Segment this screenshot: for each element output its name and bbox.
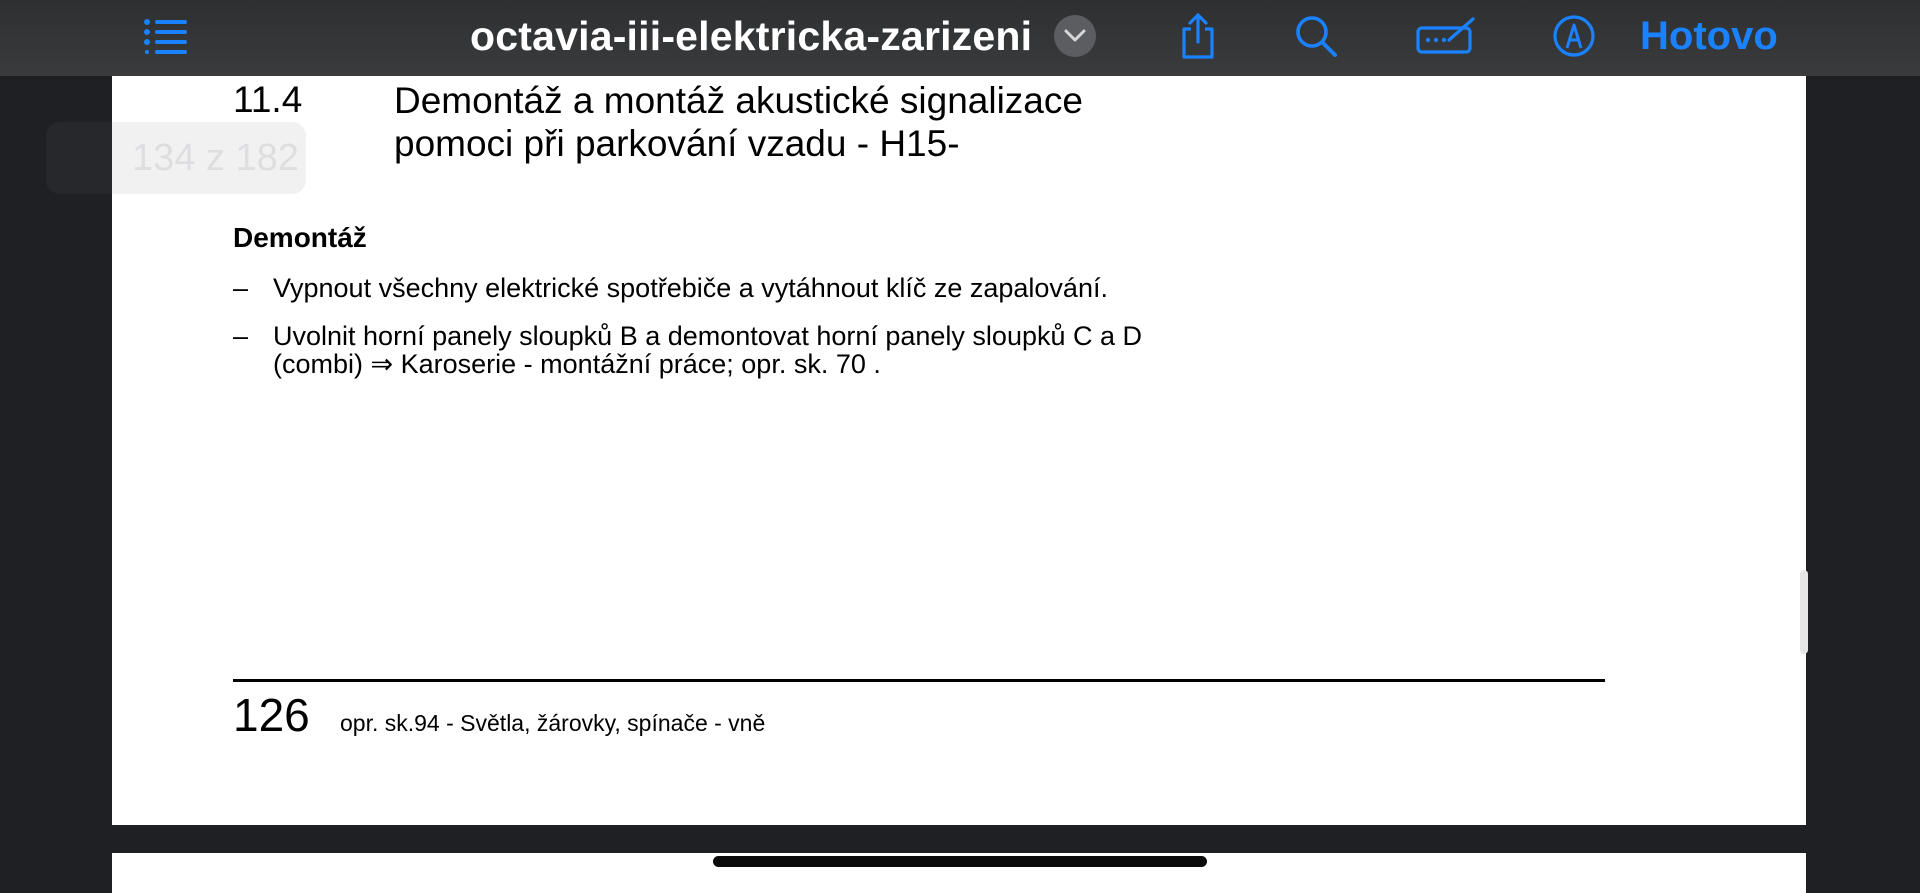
list-item [233,274,1193,302]
section-title: Demontáž a montáž akustické signalizace pomoci při parkování vzadu - H15- [394,80,1083,164]
markup-icon[interactable] [1414,12,1478,60]
document-title[interactable]: octavia-iii-elektricka-zarizeni [470,12,1033,59]
done-button[interactable]: Hotovo [1640,13,1778,58]
footer-rule [233,679,1605,682]
search-icon[interactable] [1292,12,1340,60]
document-page [112,76,1806,825]
home-indicator[interactable] [713,856,1207,867]
chevron-down-icon[interactable] [1054,15,1096,57]
subheading: Demontáž [233,222,367,253]
section-number: 11.4 [233,79,303,120]
step-list [233,274,1193,398]
footer-text: opr. sk.94 - Světla, žárovky, spínače - vně [340,710,766,736]
scrollbar[interactable] [1800,570,1808,654]
page-indicator [46,122,306,194]
list-dash: – [233,321,249,351]
top-toolbar [0,0,1920,76]
step-text: Vypnout všechny elektrické spotřebiče a vytáhnout klíč ze zapalování. [273,273,1108,303]
list-item [233,322,1193,378]
page-indicator-text: 134 z 182 [132,136,299,179]
pen-icon[interactable] [1550,12,1598,60]
step-text: Uvolnit horní panely sloupků B a demontovat horní panely sloupků C a D (combi) ⇒ Karoserie - montážní práce; opr. sk. 70 . [273,321,1143,379]
list-dash: – [233,273,249,303]
share-icon[interactable] [1174,12,1222,60]
list-icon[interactable] [140,12,192,60]
page-number: 126 [233,689,310,741]
